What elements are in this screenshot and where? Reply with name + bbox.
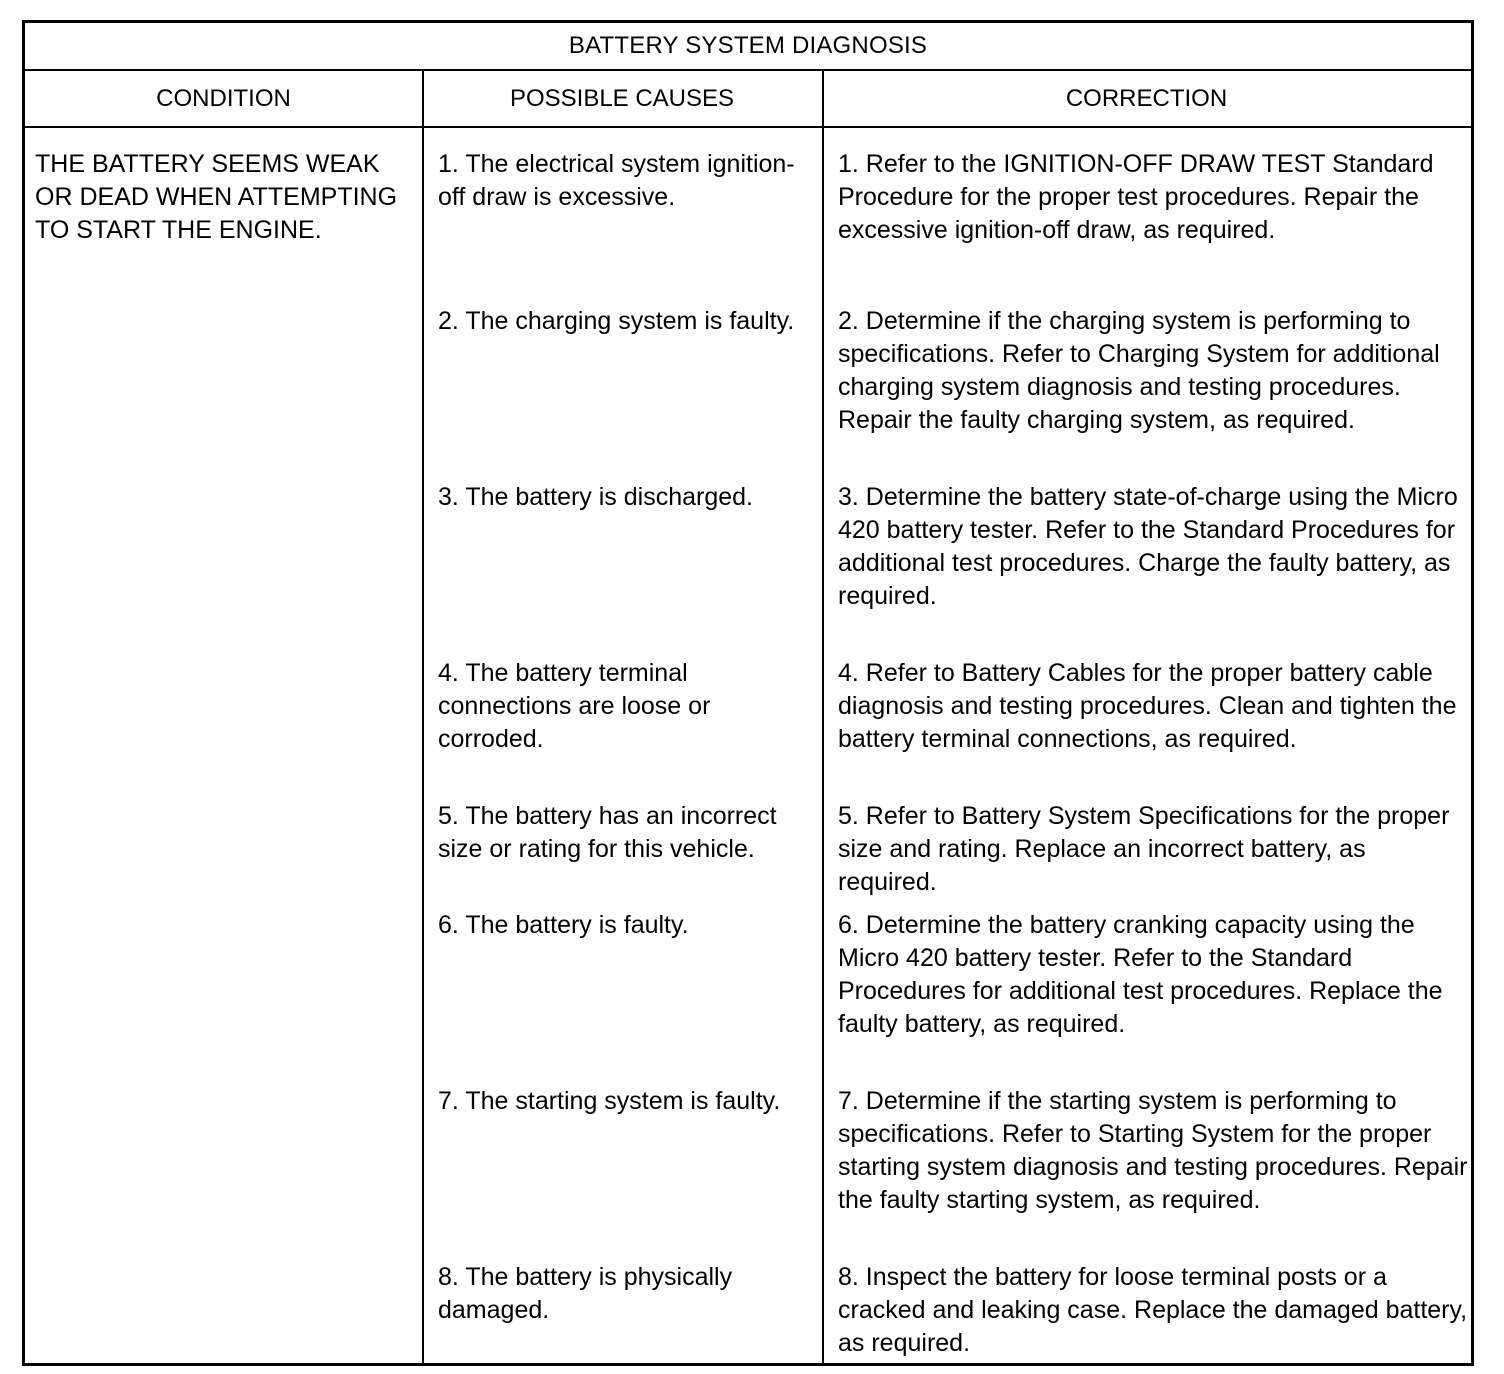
cause-cell: 6. The battery is faulty. [438,911,689,939]
cause-cell: 7. The starting system is faulty. [438,1087,781,1115]
column-divider [422,71,424,1363]
column-header-condition: CONDITION [156,84,291,112]
table-title: BATTERY SYSTEM DIAGNOSIS [25,23,1471,71]
column-header-possible-causes: POSSIBLE CAUSES [509,84,735,112]
column-divider [822,71,824,1363]
cause-cell: 1. The electrical system ignition-off draw is excessive. [438,150,795,211]
correction-cell: 7. Determine if the starting system is performing to specifications. Refer to Starting System for the proper starting system diagnosis and testing procedures. Repair the faulty starting system, as required. [838,1087,1468,1214]
table-header-row [25,71,1471,128]
correction-cell: 4. Refer to Battery Cables for the proper battery cable diagnosis and testing procedures. Clean and tighten the battery terminal connections, as required. [838,659,1457,753]
cause-cell: 4. The battery terminal connections are loose or corroded. [438,659,711,753]
correction-cell: 5. Refer to Battery System Specifications for the proper size and rating. Replace an incorrect battery, as required. [838,802,1450,896]
cause-cell: 2. The charging system is faulty. [438,307,795,335]
column-header-correction: CORRECTION [1065,84,1228,112]
correction-cell: 3. Determine the battery state-of-charge using the Micro 420 battery tester. Refer to the Standard Procedures for additional test procedures. Charge the faulty battery, as required. [838,483,1458,610]
correction-cell: 1. Refer to the IGNITION-OFF DRAW TEST Standard Procedure for the proper test procedures. Repair the excessive ignition-off draw, as required. [838,150,1434,244]
correction-cell: 6. Determine the battery cranking capacity using the Micro 420 battery tester. Refer to the Standard Procedures for additional test procedures. Replace the faulty battery, as required. [838,911,1443,1038]
diagnosis-table [22,20,1474,1366]
cause-cell: 3. The battery is discharged. [438,483,753,511]
correction-cell: 2. Determine if the charging system is performing to specifications. Refer to Charging System for additional charging system diagnosis and testing procedures. Repair the faulty charging system, as required. [838,307,1440,434]
cause-cell: 5. The battery has an incorrect size or rating for this vehicle. [438,802,777,863]
condition-cell: THE BATTERY SEEMS WEAK OR DEAD WHEN ATTEMPTING TO START THE ENGINE. [35,150,398,244]
cause-cell: 8. The battery is physically damaged. [438,1263,733,1324]
correction-cell: 8. Inspect the battery for loose terminal posts or a cracked and leaking case. Replace the damaged battery, as required. [838,1263,1468,1357]
